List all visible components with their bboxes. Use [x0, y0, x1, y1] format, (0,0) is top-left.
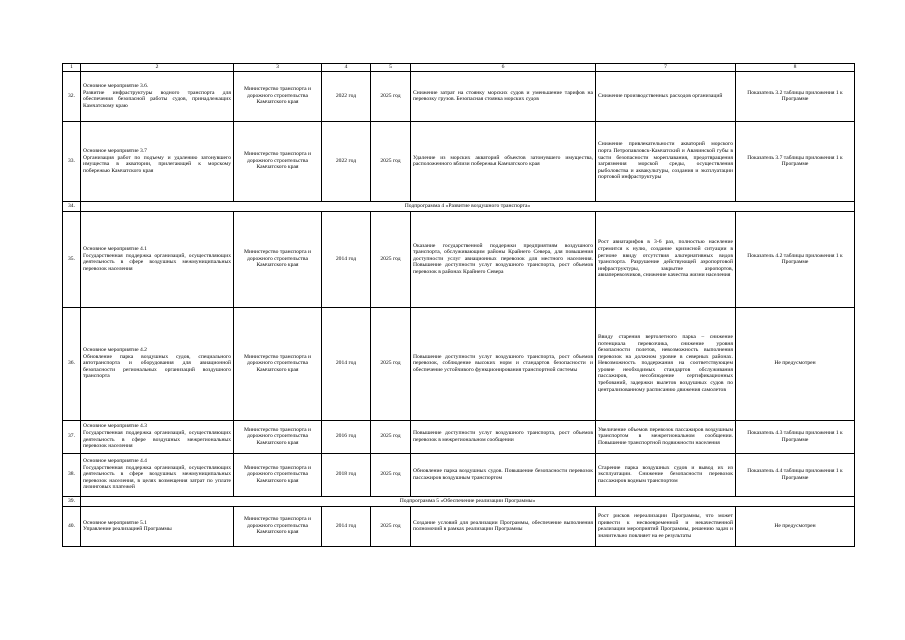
measure-cell — [81, 211, 234, 307]
section-title: Подпрограмма 5 «Обеспечение реализации Программы» — [81, 496, 855, 506]
measure-description: Организация работ по подъему и удалению затонувшего имущества в акватории, прилегающей к морскому побережью Камчатского края — [83, 154, 231, 174]
row-number: 34. — [63, 201, 81, 211]
section-row — [63, 496, 855, 506]
row-number: 35. — [63, 211, 81, 307]
expected-result-cell: Оказание государственной поддержки предприятиям воздушного транспорта, обслуживающим районы Крайнего Севера, для повышения доступности услуг авиационных перевозок для местного населения. Повышение доступности услуг воздушного транспорта, рост объемов перевозок в районах Крайнего Севера — [411, 211, 596, 307]
row-number: 40. — [63, 506, 81, 546]
header-cell: 1 — [63, 64, 81, 72]
executor-cell: Министерство транспорта и дорожного строительства Камчатского края — [234, 453, 322, 496]
measure-description: Развитие инфраструктуры водного транспорта для обеспечения безопасной работы судов, принадлежащих Камчатскому краю — [83, 89, 231, 109]
header-cell: 5 — [371, 64, 411, 72]
executor-cell: Министерство транспорта и дорожного строительства Камчатского края — [234, 506, 322, 546]
start-year-cell: 2016 год — [322, 420, 371, 453]
expected-result-cell: Повышение доступности услуг воздушного транспорта, рост объемов перевозок, соблюдение высоких норм и стандартов безопасности и обеспечение устойчивого функционирования транспортной системы — [411, 307, 596, 420]
section-title: Подпрограмма 4 «Развитие воздушного транспорта» — [81, 201, 855, 211]
row-number: 33. — [63, 121, 81, 201]
expected-result-cell: Снижение затрат на стоянку морских судов и уменьшение тарифов на перевозку грузов. Безопасная стоянка морских судов — [411, 71, 596, 121]
end-year-cell: 2025 год — [371, 71, 411, 121]
end-year-cell: 2025 год — [371, 420, 411, 453]
consequence-cell: Ввиду старения вертолетного парка – снижение потенциала перевозчика, снижение уровня безопасности полетов, невозможность выполнения перевозок на должном уровне в северных районах. Невозможность поддержания на соответствующем уровне необходимых стандартов обслуживания пассажиров, несоблюдение сертификационных требований, задержки вылетов воздушных судов по централизованному расписанию движения самолетов — [596, 307, 736, 420]
start-year-cell: 2022 год — [322, 121, 371, 201]
end-year-cell: 2025 год — [371, 307, 411, 420]
end-year-cell: 2025 год — [371, 453, 411, 496]
table-row — [63, 121, 855, 201]
consequence-cell: Рост рисков нереализации Программы, что может привести к несвоевременной и некачественной реализации мероприятий Программы, решению задач и значительно повлияет на ее результаты — [596, 506, 736, 546]
expected-result-cell: Повышение доступности услуг воздушного транспорта, рост объемов перевозок в межрегиональном сообщении — [411, 420, 596, 453]
measure-description: Государственная поддержка организаций, осуществляющих деятельность в сфере воздушных межмуниципальных перевозок населения, в целях возмещения затрат по уплате лизинговых платежей — [83, 464, 231, 491]
indicator-cell: Не предусмотрен — [736, 506, 855, 546]
start-year-cell: 2014 год — [322, 307, 371, 420]
header-cell: 7 — [596, 64, 736, 72]
header-cell: 8 — [736, 64, 855, 72]
measure-title: Основное мероприятие 3.6. — [83, 82, 149, 89]
measure-title: Основное мероприятие 4.2 — [83, 347, 147, 354]
table-row — [63, 307, 855, 420]
measure-cell — [81, 307, 234, 420]
start-year-cell: 2014 год — [322, 506, 371, 546]
start-year-cell: 2018 год — [322, 453, 371, 496]
header-row — [63, 64, 855, 72]
table-row — [63, 211, 855, 307]
measure-description: Обновление парка воздушных судов, специального автотранспорта и оборудования для авиационной безопасности региональных организаций воздушного транспорта — [83, 353, 231, 380]
indicator-cell: Показатель 3.2 таблицы приложения 1 к Программе — [736, 71, 855, 121]
executor-cell: Министерство транспорта и дорожного строительства Камчатского края — [234, 211, 322, 307]
measure-title: Основное мероприятие 4.1 — [83, 245, 147, 252]
consequence-cell: Снижение производственных расходов организаций — [596, 71, 736, 121]
consequence-cell: Рост авиатарифов в 3-6 раз, полностью население стремится к нулю, создание кризисной ситуации в регионе ввиду отсутствия альтернативных видов транспорта. Разрушение действующей аэропортовой инфраструктуры, закрытие аэропортов, авиаперевозчиков, снижение качества жизни населения — [596, 211, 736, 307]
start-year-cell: 2014 год — [322, 211, 371, 307]
measure-description: Государственная поддержка организаций, осуществляющих деятельность в сфере воздушных межмуниципальных перевозок населения — [83, 252, 231, 272]
end-year-cell: 2025 год — [371, 211, 411, 307]
header-cell: 6 — [411, 64, 596, 72]
consequence-cell: Снижение привлекательности акваторий морского порта Петропавловск-Камчатский и Авачинской губы в части безопасности мореплавания, предотвращения загрязнения морской среды, осуществления рыболовства и аквакультуры, создания и эксплуатации портовой инфраструктуры — [596, 121, 736, 201]
row-number: 39. — [63, 496, 81, 506]
consequence-cell: Старение парка воздушных судов и вывод их из эксплуатации. Снижение безопасности перевозок пассажиров водным транспортом — [596, 453, 736, 496]
section-row — [63, 201, 855, 211]
header-cell: 4 — [322, 64, 371, 72]
measure-title: Основное мероприятие 4.4 — [83, 458, 147, 465]
measure-title: Основное мероприятие 3.7 — [83, 147, 147, 154]
measure-description: Государственная поддержка организаций, осуществляющих деятельность в сфере воздушных межрегиональных перевозок населения — [83, 430, 231, 450]
measure-title: Основное мероприятие 4.3 — [83, 423, 147, 430]
executor-cell: Министерство транспорта и дорожного строительства Камчатского края — [234, 71, 322, 121]
measure-title: Основное мероприятие 5.1 — [83, 519, 147, 526]
expected-result-cell: Создание условий для реализации Программы, обеспечение выполнения полномочий в рамках реализации Программы — [411, 506, 596, 546]
table-row — [63, 420, 855, 453]
table-body — [63, 64, 855, 547]
measure-cell — [81, 420, 234, 453]
indicator-cell: Показатель 4.4 таблицы приложения 1 к Программе — [736, 453, 855, 496]
executor-cell: Министерство транспорта и дорожного строительства Камчатского края — [234, 307, 322, 420]
expected-result-cell: Удаление из морских акваторий объектов затонувшего имущества, расположенного вблизи побережья Камчатского края — [411, 121, 596, 201]
indicator-cell: Показатель 3.7 таблицы приложения 1 к Программе — [736, 121, 855, 201]
row-number: 36. — [63, 307, 81, 420]
measure-cell — [81, 506, 234, 546]
table-row — [63, 506, 855, 546]
expected-result-cell: Обновление парка воздушных судов. Повышение безопасности перевозок пассажиров воздушным транспортом — [411, 453, 596, 496]
indicator-cell: Показатель 4.2 таблицы приложения 1 к Программе — [736, 211, 855, 307]
row-number: 38. — [63, 453, 81, 496]
measure-cell — [81, 71, 234, 121]
consequence-cell: Увеличение объемов перевозок пассажиров воздушным транспортом в межрегиональном сообщении. Повышение транспортной подвижности населения — [596, 420, 736, 453]
measure-cell — [81, 121, 234, 201]
table-row — [63, 71, 855, 121]
executor-cell: Министерство транспорта и дорожного строительства Камчатского края — [234, 121, 322, 201]
program-measures-table — [62, 63, 855, 547]
header-cell: 3 — [234, 64, 322, 72]
table-row — [63, 453, 855, 496]
row-number: 37. — [63, 420, 81, 453]
measure-description: Управление реализацией Программы — [83, 526, 172, 533]
end-year-cell: 2025 год — [371, 121, 411, 201]
indicator-cell: Показатель 4.3 таблицы приложения 1 к Программе — [736, 420, 855, 453]
header-cell: 2 — [81, 64, 234, 72]
end-year-cell: 2025 год — [371, 506, 411, 546]
executor-cell: Министерство транспорта и дорожного строительства Камчатского края — [234, 420, 322, 453]
start-year-cell: 2022 год — [322, 71, 371, 121]
indicator-cell: Не предусмотрен — [736, 307, 855, 420]
measure-cell — [81, 453, 234, 496]
row-number: 32. — [63, 71, 81, 121]
